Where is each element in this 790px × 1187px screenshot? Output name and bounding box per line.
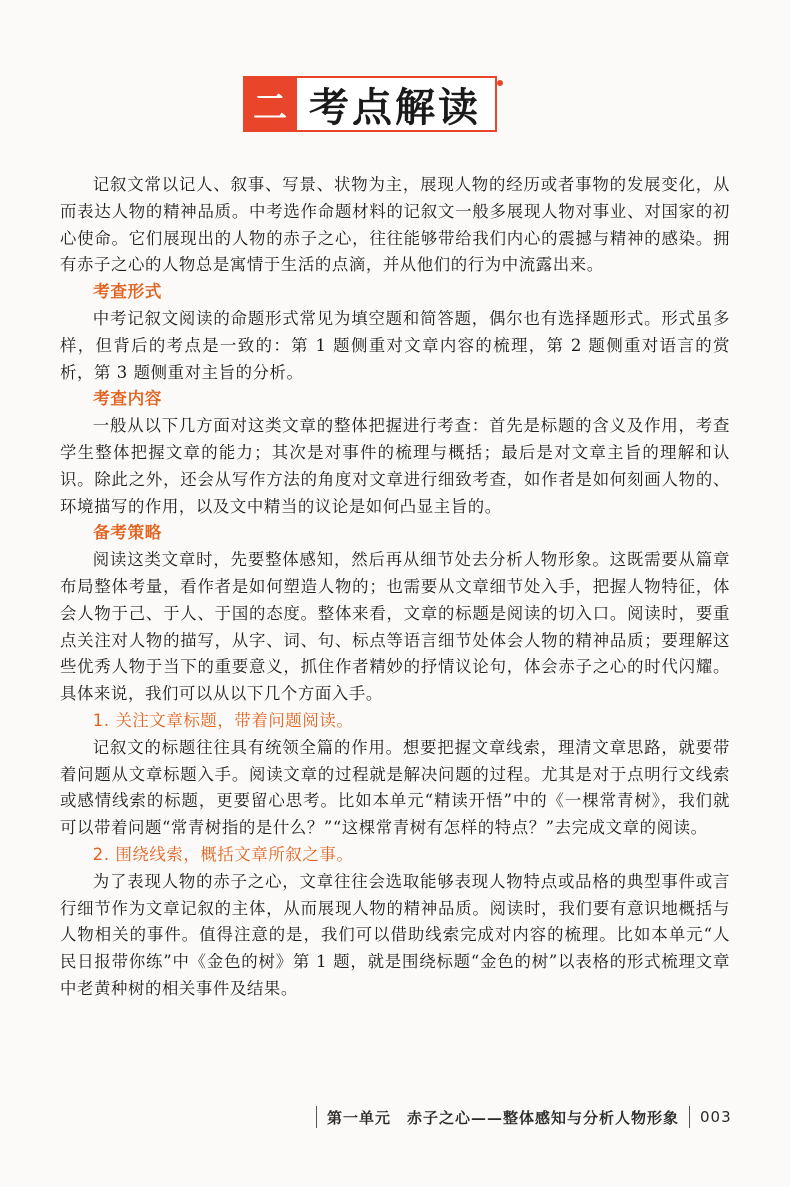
paragraph-prep-strategy: 阅读这类文章时，先要整体感知，然后再从细节处去分析人物形象。这既需要从篇章布局整体考量，看作者是如何塑造人物的；也需要从文章细节处入手，把握人物特征，体会人物于己、于人、于国的态度。整体来看，文章的标题是阅读的切入口。阅读时，要重点关注对人物的描写，从字、词、句、标点等语言细节处体会人物的精神品质；要理解这些优秀人物于当下的重要意义，抓住作者精妙的抒情议论句，体会赤子之心的时代闪耀。具体来说，我们可以从以下几个方面入手。 [60,550,730,704]
section-number: 二 [243,76,297,132]
heading-prep-strategy: 备考策略 [93,523,162,543]
intro-paragraph: 记叙文常以记人、叙事、写景、状物为主，展现人物的经历或者事物的发展变化，从而表达人物的精神品质。中考选作命题材料的记叙文一般多展现人物对事业、对国家的初心使命。它们展现出的人物的赤子之心，往往能够带给我们内心的震撼与精神的感染。拥有赤子之心的人物总是寓情于生活的点滴，并从他们的行为中流露出来。 [60,175,730,275]
strategy-1-heading: 1. 关注文章标题，带着问题阅读。 [92,710,354,730]
article-body [60,172,730,1003]
heading-exam-format: 考查形式 [93,282,162,302]
section-title-text: 考点解读 [297,76,497,132]
heading-exam-content: 考查内容 [93,389,162,409]
footer-unit-title: 第一单元 赤子之心——整体感知与分析人物形象 [327,1108,680,1127]
section-title [243,76,497,132]
paragraph-exam-format: 中考记叙文阅读的命题形式常见为填空题和简答题，偶尔也有选择题形式。形式虽多样，但背后的考点是一致的：第 1 题侧重对文章内容的梳理，第 2 题侧重对语言的赏析，第 3 题侧重对主旨的分析。 [60,308,730,382]
page-footer [316,1106,732,1128]
strategy-1-paragraph: 记叙文的标题往往具有统领全篇的作用。想要把握文章线索，理清文章思路，就要带着问题从文章标题入手。阅读文章的过程就是解决问题的过程。尤其是对于点明行文线索或感情线索的标题，更要留心思考。比如本单元“精读开悟”中的《一棵常青树》，我们就可以带着问题“常青树指的是什么？”“这棵常青树有怎样的特点？”去完成文章的阅读。 [60,737,730,838]
strategy-2-paragraph: 为了表现人物的赤子之心，文章往往会选取能够表现人物特点或品格的典型事件或言行细节作为文章记叙的主体，从而展现人物的精神品质。阅读时，我们要有意识地概括与人物相关的事件。值得注意的是，我们可以借助线索完成对内容的梳理。比如本单元“人民日报带你练”中《金色的树》第 1 题，就是围绕标题“金色的树”以表格的形式梳理文章中老黄种树的相关事件及结果。 [60,871,730,998]
strategy-2-heading: 2. 围绕线索，概括文章所叙之事。 [92,844,354,864]
page-number: 003 [700,1108,732,1126]
paragraph-exam-content: 一般从以下几方面对这类文章的整体把握进行考查：首先是标题的含义及作用，考查学生整体把握文章的能力；其次是对事件的梳理与概括；最后是对文章主旨的理解和认识。除此之外，还会从写作方法的角度对文章进行细致考查，如作者是如何刻画人物的、环境描写的作用，以及文中精当的议论是如何凸显主旨的。 [60,416,730,516]
title-dot-decoration [497,80,503,86]
